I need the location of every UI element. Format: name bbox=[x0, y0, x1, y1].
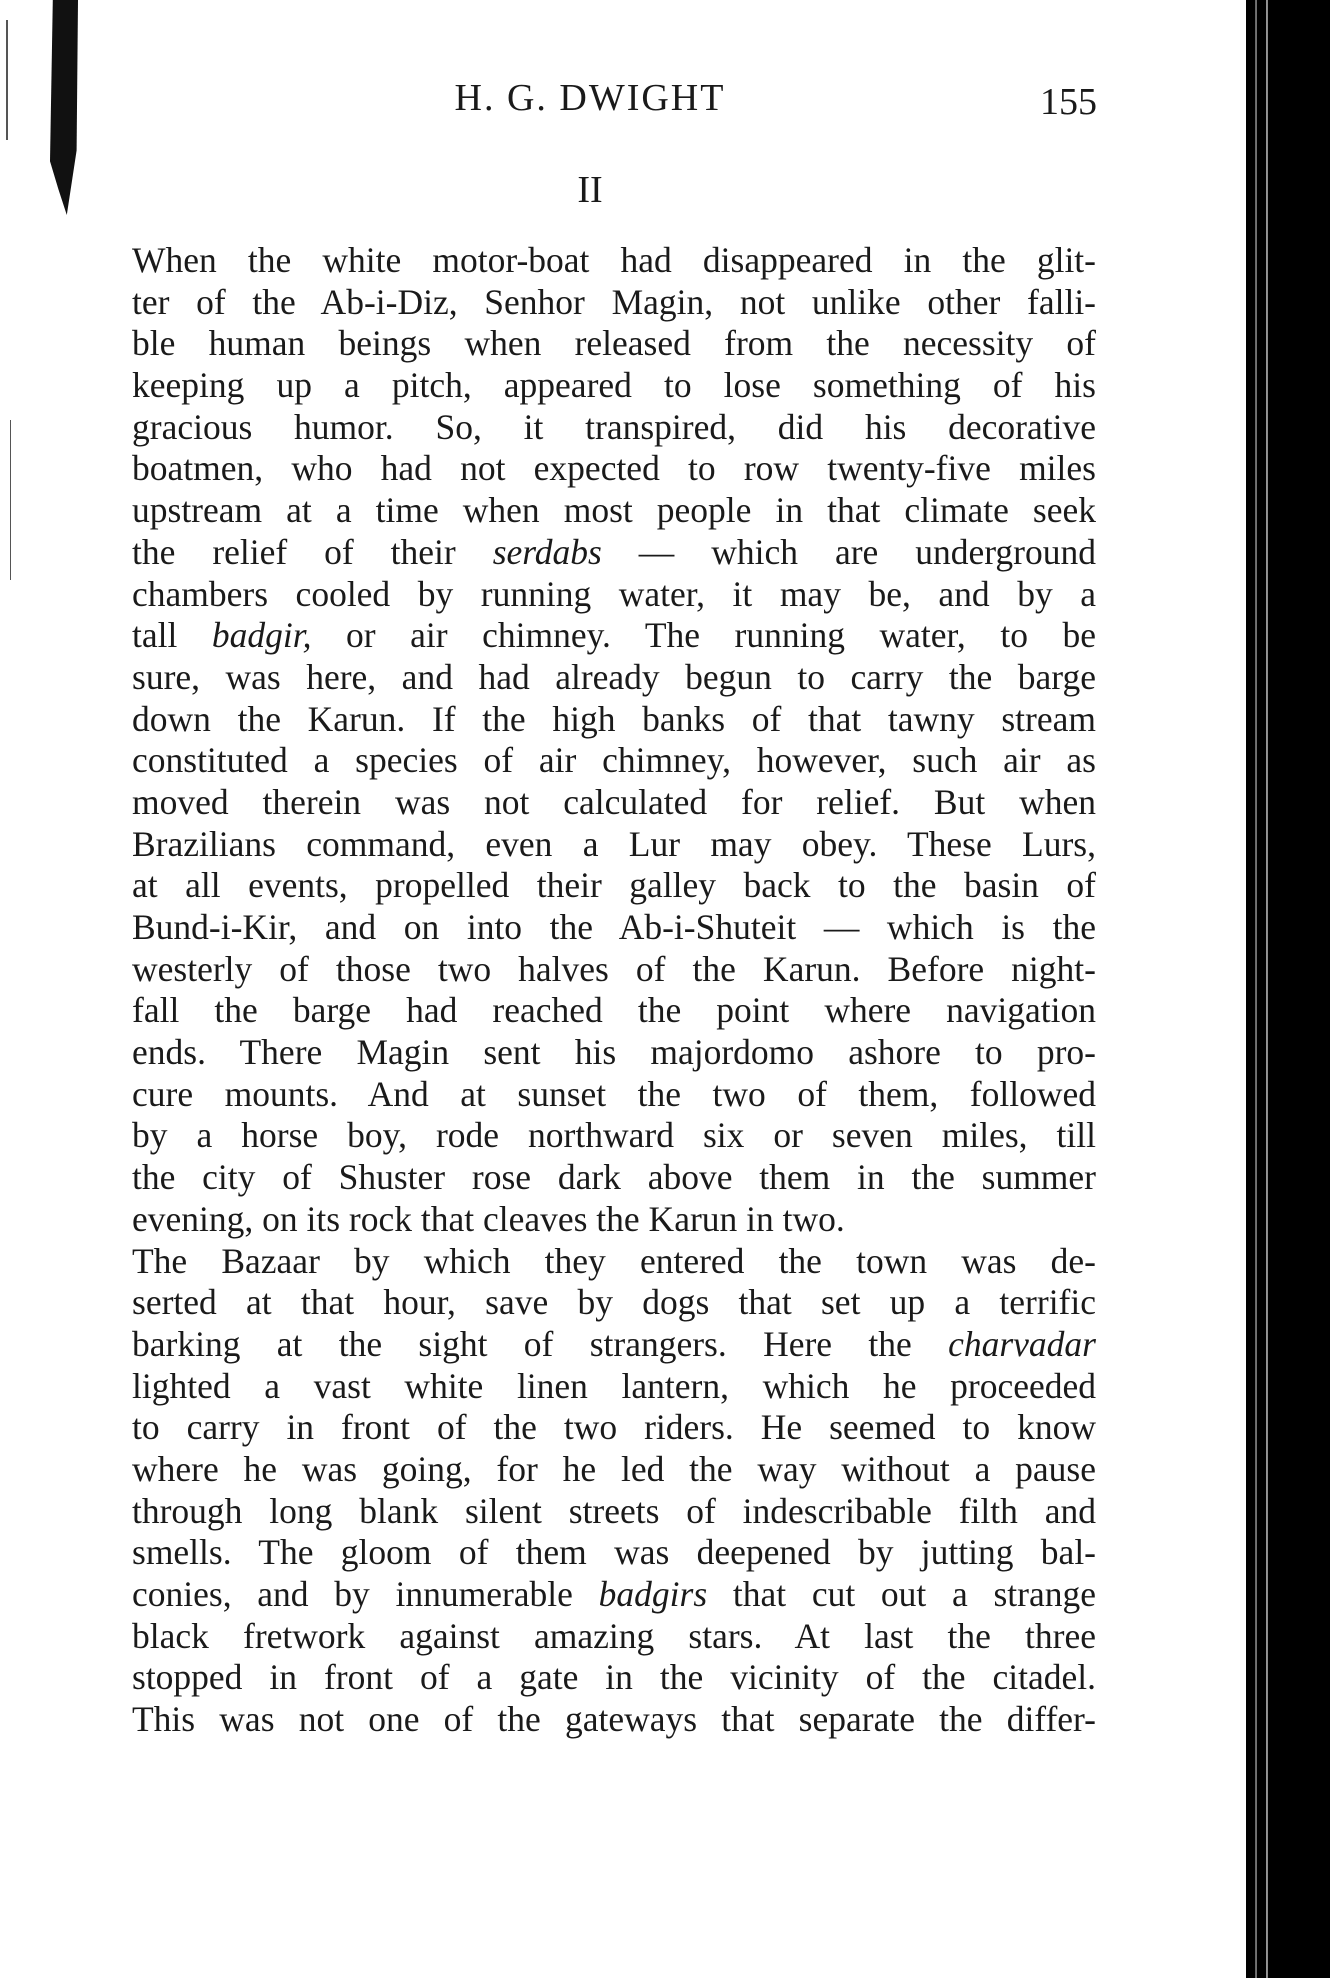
text-line bbox=[132, 1157, 1096, 1199]
text-line bbox=[132, 1532, 1096, 1574]
scan-page-edge-bar bbox=[1246, 0, 1330, 1978]
text-line bbox=[132, 532, 1096, 574]
text-line bbox=[132, 1282, 1096, 1324]
text-segment: ends. There Magin sent his majordomo ashore to pro- bbox=[132, 1032, 1096, 1073]
text-line bbox=[132, 1616, 1096, 1658]
text-line bbox=[132, 657, 1096, 699]
text-segment: through long blank silent streets of indescribable filth and bbox=[132, 1490, 1096, 1531]
scan-edge-mark bbox=[10, 420, 11, 580]
text-line bbox=[132, 615, 1096, 657]
text-segment: at all events, propelled their galley back to the basin of bbox=[132, 865, 1096, 906]
text-segment: This was not one of the gateways that separate the differ- bbox=[132, 1699, 1096, 1740]
text-segment: conies, and by innumerable bbox=[132, 1574, 599, 1614]
text-line bbox=[132, 1324, 1096, 1366]
text-line bbox=[132, 782, 1096, 824]
text-segment: When the white motor-boat had disappeared in the glit- bbox=[132, 240, 1096, 280]
text-segment: Brazilians command, even a Lur may obey. These Lurs, bbox=[132, 823, 1096, 864]
text-segment: barking at the sight of strangers. Here the bbox=[132, 1323, 949, 1364]
text-segment: black fretwork against amazing stars. At last the three bbox=[132, 1615, 1096, 1656]
text-segment: constituted a species of air chimney, however, such air as bbox=[132, 740, 1096, 781]
text-segment: keeping up a pitch, appeared to lose something of his bbox=[132, 365, 1096, 406]
text-segment: by a horse boy, rode northward six or seven miles, till bbox=[132, 1115, 1096, 1156]
text-line bbox=[132, 323, 1096, 365]
text-segment: smells. The gloom of them was deepened by jutting bal- bbox=[132, 1532, 1096, 1573]
text-line bbox=[132, 907, 1096, 949]
text-line bbox=[132, 1199, 1096, 1241]
text-line bbox=[132, 865, 1096, 907]
text-segment: the city of Shuster rose dark above them in the summer bbox=[132, 1157, 1096, 1198]
text-segment: Bund-i-Kir, and on into the Ab-i-Shuteit — which is the bbox=[132, 907, 1096, 947]
body-text bbox=[132, 240, 1096, 1741]
text-line bbox=[132, 1657, 1096, 1699]
text-line bbox=[132, 490, 1096, 532]
section-number: II bbox=[577, 169, 603, 211]
text-line bbox=[132, 1491, 1096, 1533]
text-segment: where he was going, for he led the way without a pause bbox=[132, 1448, 1096, 1489]
text-segment: tall bbox=[132, 615, 212, 656]
text-line bbox=[132, 824, 1096, 866]
text-segment: that cut out a strange bbox=[707, 1574, 1096, 1614]
italic-term: badgirs bbox=[598, 1574, 708, 1614]
text-line bbox=[132, 407, 1096, 449]
text-segment: sure, was here, and had already begun to carry the barge bbox=[132, 656, 1096, 697]
text-segment: evening, on its rock that cleaves the Karun in two. bbox=[132, 1198, 845, 1239]
text-line bbox=[132, 949, 1096, 991]
text-line bbox=[132, 990, 1096, 1032]
text-segment: boatmen, who had not expected to row twenty-five miles bbox=[132, 448, 1096, 489]
text-segment: the relief of their bbox=[132, 531, 493, 572]
text-line bbox=[132, 1115, 1096, 1157]
text-line bbox=[132, 1241, 1096, 1283]
text-line bbox=[132, 365, 1096, 407]
italic-term: charvadar bbox=[948, 1323, 1096, 1364]
text-line bbox=[132, 699, 1096, 741]
text-line bbox=[132, 1699, 1096, 1741]
text-segment: moved therein was not calculated for relief. But when bbox=[132, 781, 1096, 822]
text-line bbox=[132, 240, 1096, 282]
text-segment: gracious humor. So, it transpired, did his decorative bbox=[132, 406, 1096, 447]
text-segment: The Bazaar by which they entered the town was de- bbox=[132, 1240, 1096, 1281]
text-line bbox=[132, 574, 1096, 616]
text-segment: fall the barge had reached the point where navigation bbox=[132, 990, 1096, 1031]
italic-term: serdabs bbox=[492, 531, 602, 572]
text-line bbox=[132, 1574, 1096, 1616]
italic-term: badgir, bbox=[211, 615, 312, 656]
text-segment: chambers cooled by running water, it may be, and by a bbox=[132, 573, 1096, 614]
text-line bbox=[132, 282, 1096, 324]
text-line bbox=[132, 1074, 1096, 1116]
text-line bbox=[132, 1366, 1096, 1408]
text-segment: ter of the Ab-i-Diz, Senhor Magin, not unlike other falli- bbox=[132, 281, 1096, 322]
text-segment: westerly of those two halves of the Karun. Before night- bbox=[132, 948, 1096, 989]
text-segment: — which are underground bbox=[601, 531, 1096, 572]
text-segment: upstream at a time when most people in that climate seek bbox=[132, 490, 1096, 531]
text-segment: lighted a vast white linen lantern, which he proceeded bbox=[132, 1365, 1096, 1406]
text-line bbox=[132, 1032, 1096, 1074]
text-segment: stopped in front of a gate in the vicinity of the citadel. bbox=[132, 1657, 1096, 1698]
page-number: 155 bbox=[1040, 81, 1097, 123]
running-head: H. G. DWIGHT bbox=[454, 77, 726, 119]
text-segment: down the Karun. If the high banks of that tawny stream bbox=[132, 698, 1096, 739]
text-segment: serted at that hour, save by dogs that set up a terrific bbox=[132, 1282, 1096, 1323]
text-line bbox=[132, 448, 1096, 490]
text-line bbox=[132, 1449, 1096, 1491]
text-segment: cure mounts. And at sunset the two of them, followed bbox=[132, 1073, 1096, 1114]
text-line bbox=[132, 1407, 1096, 1449]
text-segment: ble human beings when released from the necessity of bbox=[132, 323, 1096, 364]
text-segment: to carry in front of the two riders. He seemed to know bbox=[132, 1407, 1096, 1448]
text-line bbox=[132, 740, 1096, 782]
text-segment: or air chimney. The running water, to be bbox=[311, 615, 1096, 656]
